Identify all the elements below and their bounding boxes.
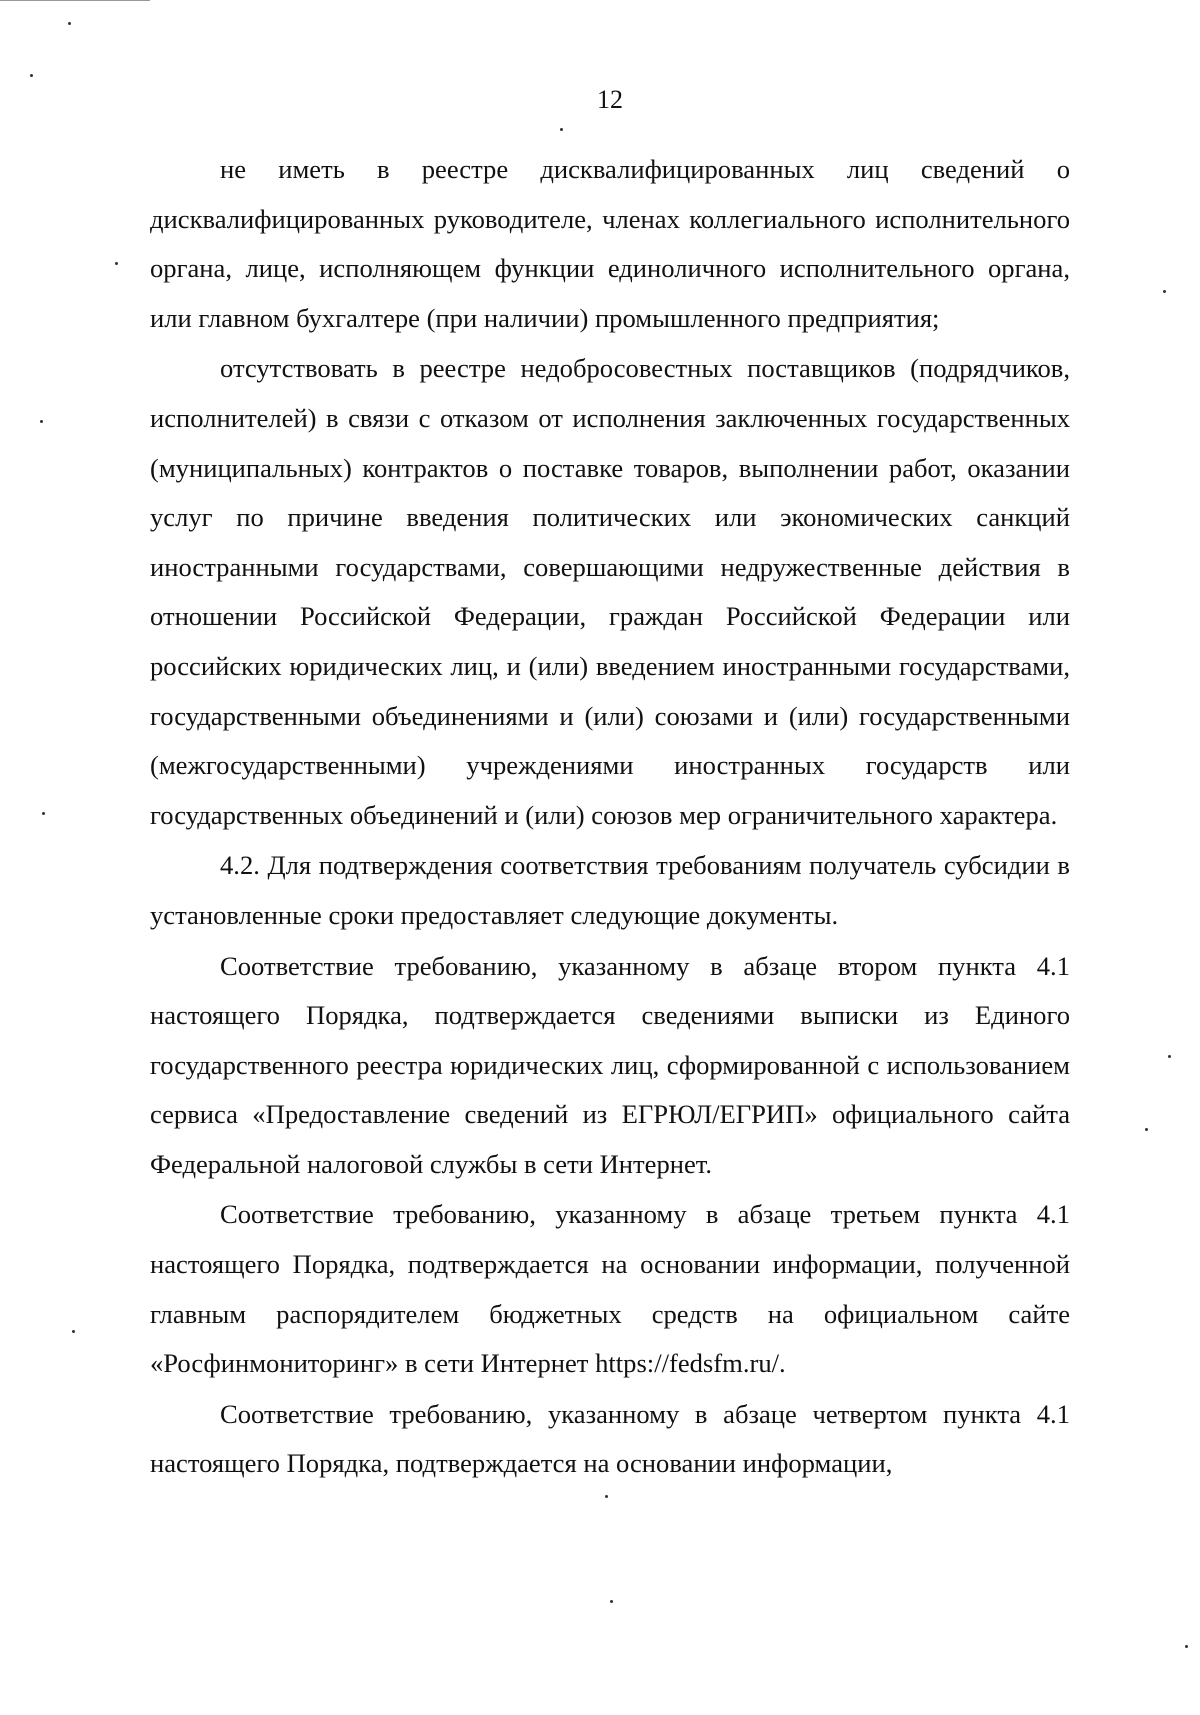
paragraph-egrul-extract: Соответствие требованию, указанному в абзаце втором пункта 4.1 настоящего Порядка, подтверждается сведениями выписки из Единого государственного реестра юридических лиц, сформированной с использованием сервиса «Предоставление сведений из ЕГРЮЛ/ЕГРИП» официального сайта Федеральной налоговой службы в сети Интернет. bbox=[150, 950, 1070, 1179]
paragraph-rosfinmonitoring: Соответствие требованию, указанному в абзаце третьем пункта 4.1 настоящего Порядка, подтверждается на основании информации, полученной главным распорядителем бюджетных средств на официальном сайте «Росфинмониторинг» в сети Интернет https://fedsfm.ru/. bbox=[150, 1199, 1070, 1379]
scan-speck bbox=[605, 1495, 608, 1498]
page-number: 12 bbox=[597, 85, 623, 114]
scan-speck bbox=[115, 262, 118, 265]
scan-speck bbox=[68, 22, 71, 25]
scan-speck bbox=[560, 128, 563, 131]
scan-speck bbox=[40, 420, 43, 423]
paragraph-disqualified-persons: не иметь в реестре дисквалифицированных лиц сведений о дисквалифицированных руководителе, членах коллегиального исполнительного органа, лице, исполняющем функции единоличного исполнительного органа, или главном бухгалтере (при наличии) промышленного предприятия; bbox=[150, 154, 1070, 333]
scan-edge-line bbox=[0, 0, 150, 1]
scan-speck bbox=[72, 1330, 75, 1333]
scan-speck bbox=[42, 812, 45, 815]
scan-speck bbox=[1145, 1128, 1148, 1131]
paragraph-fourth-requirement: Соответствие требованию, указанному в абзаце четвертом пункта 4.1 настоящего Порядка, подтверждается на основании информации, bbox=[150, 1398, 1070, 1479]
scan-speck bbox=[1163, 290, 1166, 293]
scan-speck bbox=[1185, 1645, 1188, 1648]
paragraph-4-2-documents: 4.2. Для подтверждения соответствия требованиям получатель субсидии в установленные сроки предоставляет следующие документы. bbox=[150, 850, 1070, 930]
scan-speck bbox=[610, 1600, 613, 1603]
scan-speck bbox=[30, 74, 33, 77]
document-body bbox=[150, 145, 1070, 1489]
scan-speck bbox=[1168, 1055, 1171, 1058]
paragraph-unscrupulous-suppliers: отсутствовать в реестре недобросовестных поставщиков (подрядчиков, исполнителей) в связи с отказом от исполнения заключенных государственных (муниципальных) контрактов о поставке товаров, выполнении работ, оказании услуг по причине введения политических или экономических санкций иностранными государствами, совершающими недружественные действия в отношении Российской Федерации, граждан Российской Федерации или российских юридических лиц, и (или) введением иностранными государствами, государственными объединениями и (или) союзами и (или) государственными (межгосударственными) учреждениями иностранных государств или государственных объединений и (или) союзов мер ограничительного характера. bbox=[150, 353, 1070, 830]
